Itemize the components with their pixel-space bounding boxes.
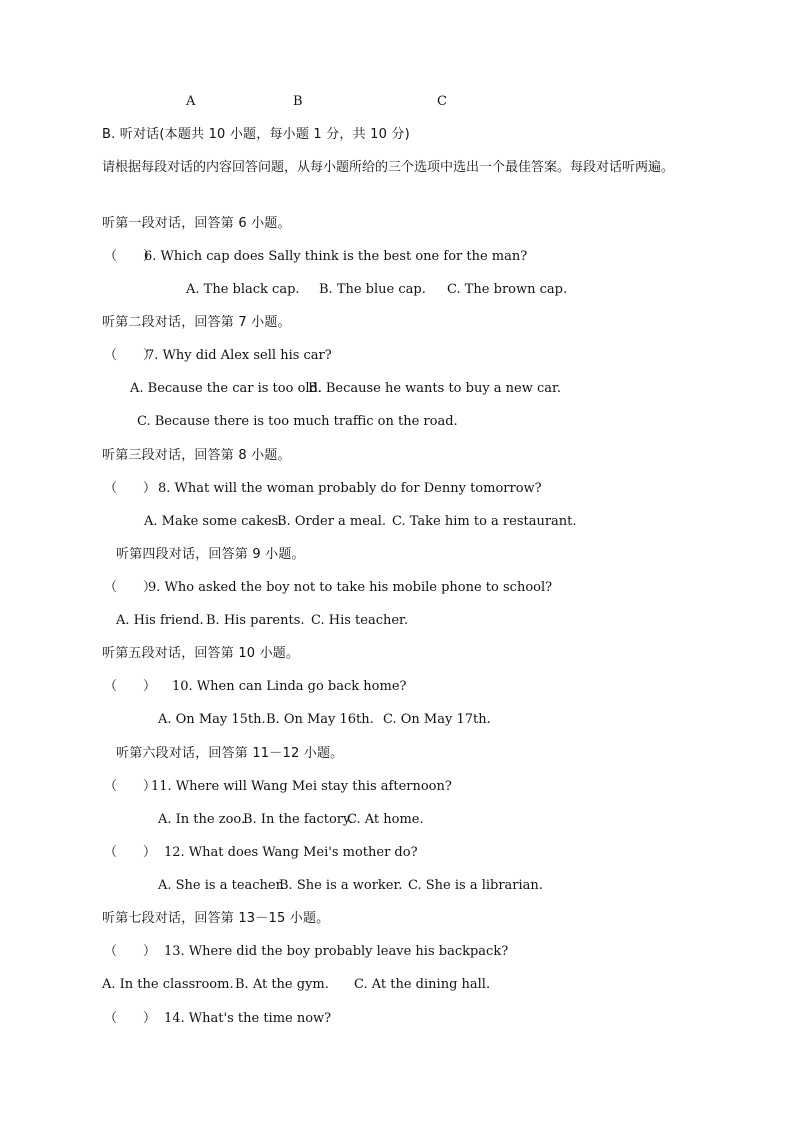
- option-b: B. His parents.: [206, 613, 305, 628]
- dialogue-heading: 听第五段对话，回答第 10 小题。: [102, 646, 300, 661]
- dialogue-heading: 听第六段对话，回答第 11－12 小题。: [116, 746, 344, 761]
- option-b: B. In the factory.: [243, 812, 353, 827]
- section-title: B. 听对话(本题共 10 小题，每小题 1 分，共 10 分): [102, 127, 410, 142]
- answer-blank[interactable]: （ ）: [104, 679, 157, 694]
- question-12: [104, 844, 418, 862]
- dialogue-heading: 听第一段对话，回答第 6 小题。: [102, 216, 291, 231]
- question-14: [104, 1010, 331, 1028]
- question-10-options: [158, 711, 491, 729]
- answer-blank[interactable]: （ ）: [104, 944, 157, 959]
- dialogue-heading: 听第二段对话，回答第 7 小题。: [102, 315, 291, 330]
- option-label-b: B: [293, 94, 303, 109]
- question-text: 14. What's the time now?: [164, 1011, 332, 1026]
- question-6: [104, 248, 527, 266]
- section-instructions: 请根据每段对话的内容回答问题，从每小题所给的三个选项中选出一个最佳答案。每段对话听两遍。: [102, 160, 675, 175]
- answer-blank[interactable]: （ ）: [104, 845, 157, 860]
- question-11: [104, 778, 452, 796]
- question-10: [104, 678, 406, 696]
- question-text: 9. Who asked the boy not to take his mobile phone to school?: [148, 580, 553, 595]
- option-b: B. Because he wants to buy a new car.: [308, 381, 561, 396]
- question-text: 12. What does Wang Mei's mother do?: [164, 845, 418, 860]
- answer-blank[interactable]: （ ）: [104, 779, 157, 794]
- question-9: [104, 579, 552, 597]
- option-a: A. His friend.: [116, 613, 204, 628]
- option-c: C. Take him to a restaurant.: [392, 514, 577, 529]
- question-9-options: [116, 612, 408, 630]
- option-c: C. The brown cap.: [447, 282, 568, 297]
- question-text: 7. Why did Alex sell his car?: [146, 348, 332, 363]
- option-a: A. In the classroom.: [102, 977, 234, 992]
- question-7-option-c: C. Because there is too much traffic on the road.: [137, 414, 458, 429]
- option-a: A. The black cap.: [186, 282, 300, 297]
- question-8: [104, 480, 542, 498]
- answer-blank[interactable]: （ ）: [104, 249, 157, 264]
- option-b: B. At the gym.: [235, 977, 329, 992]
- question-6-options: [186, 281, 567, 299]
- question-text: 8. What will the woman probably do for Denny tomorrow?: [158, 481, 542, 496]
- question-13-options: [102, 976, 490, 994]
- option-b: B. Order a meal.: [277, 514, 386, 529]
- question-text: 13. Where did the boy probably leave his backpack?: [164, 944, 509, 959]
- question-11-options: [158, 811, 424, 829]
- dialogue-heading: 听第七段对话，回答第 13－15 小题。: [102, 911, 330, 926]
- dialogue-heading: 听第三段对话，回答第 8 小题。: [102, 448, 291, 463]
- option-a: A. Make some cakes.: [144, 514, 283, 529]
- option-a: A. She is a teacher.: [158, 878, 285, 893]
- question-13: [104, 943, 508, 961]
- question-12-options: [158, 877, 543, 895]
- question-7: [104, 347, 332, 365]
- option-label-c: C: [437, 94, 447, 109]
- option-c: C. She is a librarian.: [408, 878, 543, 893]
- question-text: 11. Where will Wang Mei stay this afternoon?: [151, 779, 452, 794]
- question-text: 10. When can Linda go back home?: [172, 679, 407, 694]
- question-7-options-ab: [130, 380, 561, 398]
- option-b: B. On May 16th.: [266, 712, 374, 727]
- option-a: A. Because the car is too old.: [130, 381, 323, 396]
- option-c: C. His teacher.: [311, 613, 408, 628]
- question-8-options: [144, 513, 577, 531]
- option-b: B. She is a worker.: [279, 878, 403, 893]
- option-c: C. On May 17th.: [383, 712, 491, 727]
- answer-blank[interactable]: （ ）: [104, 481, 157, 496]
- answer-blank[interactable]: （ ）: [104, 580, 157, 595]
- answer-blank[interactable]: （ ）: [104, 1011, 157, 1026]
- question-text: 6. Which cap does Sally think is the best one for the man?: [144, 249, 528, 264]
- answer-blank[interactable]: （ ）: [104, 348, 157, 363]
- option-b: B. The blue cap.: [319, 282, 426, 297]
- option-c: C. At home.: [347, 812, 424, 827]
- option-c: C. At the dining hall.: [354, 977, 491, 992]
- option-a: A. On May 15th.: [158, 712, 266, 727]
- dialogue-heading: 听第四段对话，回答第 9 小题。: [116, 547, 305, 562]
- option-a: A. In the zoo.: [158, 812, 246, 827]
- option-label-a: A: [186, 94, 196, 109]
